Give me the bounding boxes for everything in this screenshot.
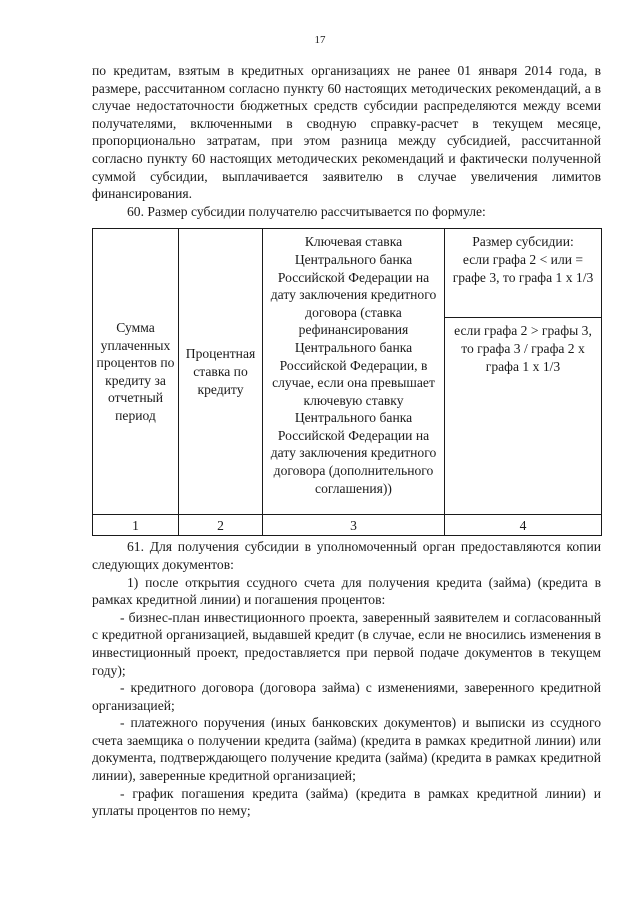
table-header-col4-title: Размер субсидии:: [472, 234, 574, 250]
page-number: 17: [314, 34, 326, 46]
table-header-col4-case1: [445, 229, 602, 318]
table-col-number-4: 4: [445, 515, 602, 536]
table-header-col3: Ключевая ставка Центрального банка Российской Федерации на дату заключения кредитного договора (ставка рефинансирования Центрального банка Российской Федерации, в случае, если она превышает ключевую ставку Центрального банка Российской Федерации на дату заключения кредитного договора (дополнительного соглашения)): [263, 229, 445, 515]
table-header-col2: Процентная ставка по кредиту: [179, 229, 263, 515]
dash-item-business-plan: - бизнес-план инвестиционного проекта, заверенный заявителем и согласованный с кредитной организацией, выдавшей кредит (в случае, если не вносились изменения в инвестиционный проект, предоставляется при первой подаче документов в текущем году);: [92, 609, 601, 678]
subsidy-formula-table: [92, 228, 602, 536]
table-header-col4-case2: если графа 2 > графы 3, то графа 3 / графа 2 х графа 1 х 1/3: [445, 318, 602, 515]
table-col4-case1-text: если графа 2 < или = графе 3, то графа 1 х 1/3: [452, 251, 594, 285]
dash-item-payment-order: - платежного поручения (иных банковских документов) и выписки из ссудного счета заемщика о получении кредита (займа) (кредита в рамках кредитной линии) или документа, подтверждающего получение кредита (займа) (кредита в рамках кредитной линии), заверенные кредитной организацией;: [92, 715, 601, 784]
dash-item-repayment-schedule: - график погашения кредита (займа) (кредита в рамках кредитной линии) и уплаты процентов по нему;: [92, 785, 601, 819]
table-col-number-3: 3: [263, 515, 445, 536]
paragraph-60: 60. Размер субсидии получателю рассчитывается по формуле:: [127, 203, 486, 219]
table-col-number-1: 1: [93, 515, 179, 536]
paragraph-continuation: по кредитам, взятым в кредитных организациях не ранее 01 января 2014 года, в размере, рассчитанном согласно пункту 60 настоящих методических рекомендаций, а в случае недостаточности бюджетных средств субсидии распределяются между всеми получателями, включенными в сводную справку-расчет в текущем месяце, пропорционально затратам, при этом разница между субсидией, рассчитанной согласно пункту 60 настоящих методических рекомендаций и фактически полученной суммой субсидии, выплачивается заявителю в случае увеличения лимитов финансирования.: [92, 63, 601, 202]
document-body: [92, 62, 601, 820]
dash-item-credit-agreement: - кредитного договора (договора займа) с изменениями, заверенного кредитной организацией;: [92, 680, 601, 713]
table-col-number-2: 2: [179, 515, 263, 536]
list-item-1: 1) после открытия ссудного счета для получения кредита (займа) (кредита в рамках кредитной линии) и погашения процентов:: [92, 574, 601, 608]
table-header-col1: Сумма уплаченных процентов по кредиту за отчетный период: [93, 229, 179, 515]
paragraph-61: 61. Для получения субсидии в уполномоченный орган предоставляются копии следующих документов:: [92, 539, 601, 572]
